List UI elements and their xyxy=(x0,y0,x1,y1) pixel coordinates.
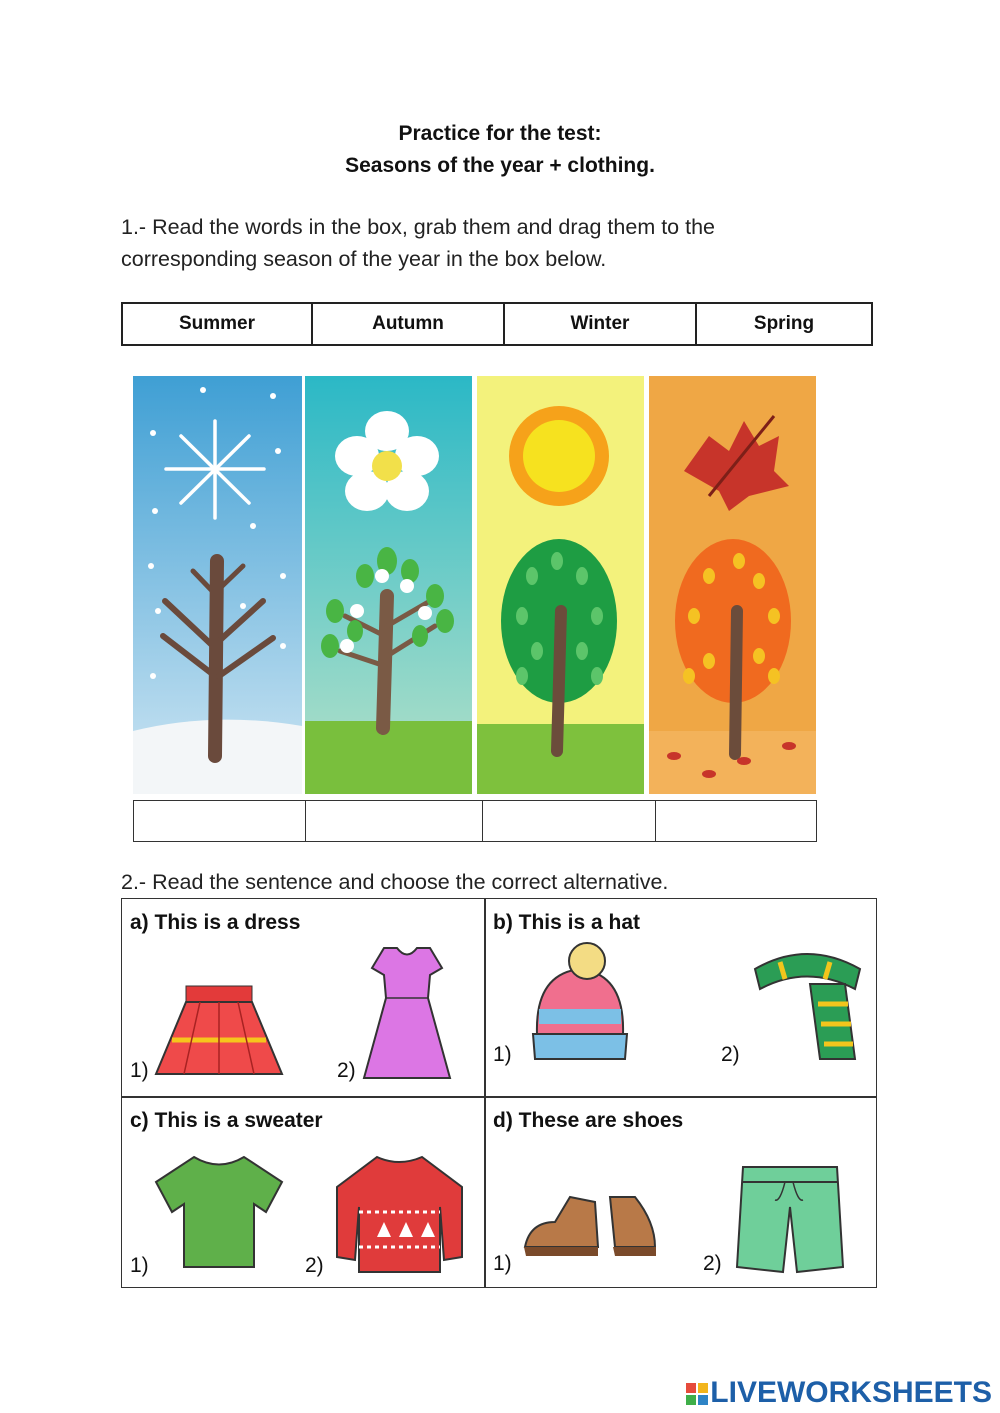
tshirt-icon[interactable] xyxy=(154,1152,284,1272)
question-b-option-2-label[interactable]: 2) xyxy=(721,1043,740,1066)
question-d-prompt: d) These are shoes xyxy=(493,1109,684,1132)
drop-box-4[interactable] xyxy=(656,801,817,842)
sweater-icon[interactable] xyxy=(332,1152,467,1277)
question-b-prompt: b) This is a hat xyxy=(493,911,641,934)
beanie-icon[interactable] xyxy=(525,939,635,1064)
question-a xyxy=(122,899,484,1096)
answer-row xyxy=(133,800,817,842)
question-d-option-2-label[interactable]: 2) xyxy=(703,1252,722,1275)
question-b-option-1-label[interactable]: 1) xyxy=(493,1043,512,1066)
summer-panel xyxy=(477,376,644,794)
spring-panel xyxy=(305,376,472,794)
word-autumn[interactable]: Autumn xyxy=(312,303,504,345)
drop-box-1[interactable] xyxy=(134,801,306,842)
drop-box-3[interactable] xyxy=(483,801,656,842)
page-title-line1: Practice for the test: xyxy=(398,122,602,145)
sun-tree-icon xyxy=(477,376,644,794)
page-title-line2: Seasons of the year + clothing. xyxy=(345,154,655,177)
question-c xyxy=(122,1097,484,1287)
question-d-option-1-label[interactable]: 1) xyxy=(493,1252,512,1275)
word-spring[interactable]: Spring xyxy=(696,303,872,345)
question-c-option-2-label[interactable]: 2) xyxy=(305,1254,324,1277)
instruction-2: 2.- Read the sentence and choose the correct alternative. xyxy=(121,870,669,894)
scarf-icon[interactable] xyxy=(750,944,865,1064)
word-winter[interactable]: Winter xyxy=(504,303,696,345)
instruction-1-line1: 1.- Read the words in the box, grab them and drag them to the xyxy=(121,215,715,239)
question-a-option-1-label[interactable]: 1) xyxy=(130,1059,149,1082)
drop-box-2[interactable] xyxy=(306,801,483,842)
word-summer[interactable]: Summer xyxy=(122,303,312,345)
dress-icon[interactable] xyxy=(362,943,452,1083)
shoes-icon[interactable] xyxy=(520,1192,660,1262)
autumn-panel xyxy=(649,376,816,794)
word-bank xyxy=(121,302,873,346)
skirt-icon[interactable] xyxy=(154,984,284,1079)
question-a-option-2-label[interactable]: 2) xyxy=(337,1059,356,1082)
winter-panel xyxy=(133,376,302,794)
instruction-1-line2: corresponding season of the year in the box below. xyxy=(121,247,607,271)
question-grid xyxy=(121,898,877,1288)
question-d xyxy=(485,1097,877,1287)
question-c-prompt: c) This is a sweater xyxy=(130,1109,323,1132)
shorts-icon[interactable] xyxy=(735,1162,845,1277)
footer-logo[interactable] xyxy=(686,1376,992,1410)
question-c-option-1-label[interactable]: 1) xyxy=(130,1254,149,1277)
question-b xyxy=(485,899,877,1096)
leaf-tree-icon xyxy=(649,376,816,794)
liveworksheets-logo-icon xyxy=(686,1383,708,1405)
snowflake-tree-icon xyxy=(133,376,302,794)
flower-tree-icon xyxy=(305,376,472,794)
question-a-prompt: a) This is a dress xyxy=(130,911,301,934)
instruction-1 xyxy=(121,211,881,275)
footer-brand: LIVEWORKSHEETS xyxy=(710,1376,992,1409)
